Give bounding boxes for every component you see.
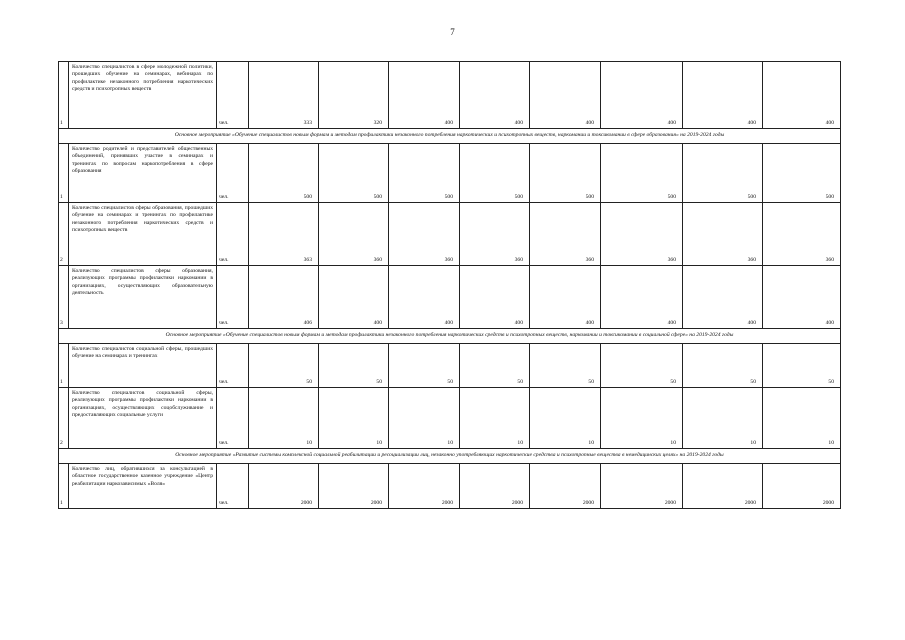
value-cell: 2000 xyxy=(530,464,601,509)
indicator-name: Количество лиц, обратившихся за консультацией в областное государственное казенное учреждение «Центр реабилитации наркозависимых «Воля» xyxy=(69,464,217,509)
row-number: 1 xyxy=(59,62,69,129)
indicator-row xyxy=(59,266,841,329)
value-cell: 50 xyxy=(389,344,460,388)
value-cell: 400 xyxy=(389,62,460,129)
value-cell: 400 xyxy=(683,266,763,329)
value-cell: 10 xyxy=(763,388,841,449)
value-cell: 2000 xyxy=(389,464,460,509)
section-header-row xyxy=(59,449,841,464)
value-cell: 400 xyxy=(319,266,389,329)
value-cell: 363 xyxy=(249,203,319,266)
value-cell: 406 xyxy=(249,266,319,329)
value-cell: 360 xyxy=(389,203,460,266)
value-cell: 500 xyxy=(319,144,389,203)
value-cell: 400 xyxy=(601,62,683,129)
value-cell: 500 xyxy=(763,144,841,203)
indicator-row xyxy=(59,464,841,509)
unit-cell: чел. xyxy=(217,62,249,129)
value-cell: 400 xyxy=(763,62,841,129)
value-cell: 10 xyxy=(683,388,763,449)
value-cell: 50 xyxy=(763,344,841,388)
unit-cell: чел. xyxy=(217,203,249,266)
indicator-row xyxy=(59,344,841,388)
indicator-row xyxy=(59,62,841,129)
value-cell: 500 xyxy=(683,144,763,203)
value-cell: 500 xyxy=(249,144,319,203)
value-cell: 10 xyxy=(249,388,319,449)
value-cell: 400 xyxy=(460,62,530,129)
section-header-row xyxy=(59,129,841,144)
value-cell: 50 xyxy=(530,344,601,388)
row-number: 1 xyxy=(59,144,69,203)
value-cell: 500 xyxy=(530,144,601,203)
indicators-table xyxy=(58,61,841,509)
value-cell: 400 xyxy=(530,266,601,329)
unit-cell: чел. xyxy=(217,144,249,203)
unit-cell: чел. xyxy=(217,388,249,449)
value-cell: 400 xyxy=(763,266,841,329)
value-cell: 333 xyxy=(249,62,319,129)
indicator-name: Количество специалистов сферы образования, прошедших обучение на семинарах и тренингах по профилактике незаконного потребления наркотических средств и психотропных веществ xyxy=(69,203,217,266)
value-cell: 2000 xyxy=(683,464,763,509)
value-cell: 2000 xyxy=(460,464,530,509)
value-cell: 10 xyxy=(530,388,601,449)
value-cell: 360 xyxy=(530,203,601,266)
value-cell: 400 xyxy=(683,62,763,129)
value-cell: 360 xyxy=(460,203,530,266)
value-cell: 10 xyxy=(389,388,460,449)
section-title: Основное мероприятие «Обучение специалистов новым формам и методам профилактики незаконного потребления наркотических средств и психотропных веществ, наркомании и токсикомании в социальной сфере» на 2019-2024 годы xyxy=(59,329,841,344)
indicator-name: Количество специалистов в сфере молодежной политики, прошедших обучение на семинарах, вебинарах по профилактике незаконного потребления наркотических средств и психотропных веществ xyxy=(69,62,217,129)
value-cell: 50 xyxy=(249,344,319,388)
indicator-name: Количество родителей и представителей общественных объединений, принявших участие в семинарах и тренингах по вопросам наркопотребления в сфере образования xyxy=(69,144,217,203)
value-cell: 10 xyxy=(460,388,530,449)
value-cell: 50 xyxy=(601,344,683,388)
value-cell: 50 xyxy=(460,344,530,388)
value-cell: 500 xyxy=(601,144,683,203)
value-cell: 2000 xyxy=(763,464,841,509)
value-cell: 500 xyxy=(389,144,460,203)
value-cell: 400 xyxy=(601,266,683,329)
value-cell: 50 xyxy=(683,344,763,388)
value-cell: 50 xyxy=(319,344,389,388)
row-number: 2 xyxy=(59,388,69,449)
section-header-row xyxy=(59,329,841,344)
indicator-name: Количество специалистов социальной сферы, реализующих программы профилактики наркомании в организациях, осуществляющих соцобслуживание и предоставляющих социальные услуги xyxy=(69,388,217,449)
row-number: 2 xyxy=(59,203,69,266)
indicator-name: Количество специалистов сферы образования, реализующих программы профилактики наркомании в организациях, осуществляющих образовательную деятельность xyxy=(69,266,217,329)
value-cell: 320 xyxy=(319,62,389,129)
row-number: 1 xyxy=(59,344,69,388)
value-cell: 500 xyxy=(460,144,530,203)
value-cell: 400 xyxy=(460,266,530,329)
value-cell: 400 xyxy=(389,266,460,329)
indicator-row xyxy=(59,203,841,266)
indicator-row xyxy=(59,144,841,203)
section-title: Основное мероприятие «Развитие системы комплексной социальной реабилитации и ресоциализации лиц, незаконно употребляющих наркотические средства и психотропные вещества в немедицинских целях» на 2019-2024 годы xyxy=(59,449,841,464)
unit-cell: чел. xyxy=(217,464,249,509)
section-title: Основное мероприятие «Обучение специалистов новым формам и методам профилактики незаконного потребления наркотических и психотропных веществ, наркомании и токсикомании в сфере образования» на 2019-2024 годы xyxy=(59,129,841,144)
value-cell: 10 xyxy=(601,388,683,449)
unit-cell: чел. xyxy=(217,266,249,329)
page-number: 7 xyxy=(450,27,455,37)
row-number: 3 xyxy=(59,266,69,329)
value-cell: 360 xyxy=(683,203,763,266)
row-number: 1 xyxy=(59,464,69,509)
indicator-row xyxy=(59,388,841,449)
value-cell: 2000 xyxy=(249,464,319,509)
value-cell: 10 xyxy=(319,388,389,449)
value-cell: 400 xyxy=(530,62,601,129)
value-cell: 360 xyxy=(601,203,683,266)
indicator-name: Количество специалистов социальной сферы, прошедших обучение на семинарах и тренингах xyxy=(69,344,217,388)
value-cell: 2000 xyxy=(601,464,683,509)
value-cell: 360 xyxy=(763,203,841,266)
value-cell: 2000 xyxy=(319,464,389,509)
value-cell: 360 xyxy=(319,203,389,266)
unit-cell: чел. xyxy=(217,344,249,388)
